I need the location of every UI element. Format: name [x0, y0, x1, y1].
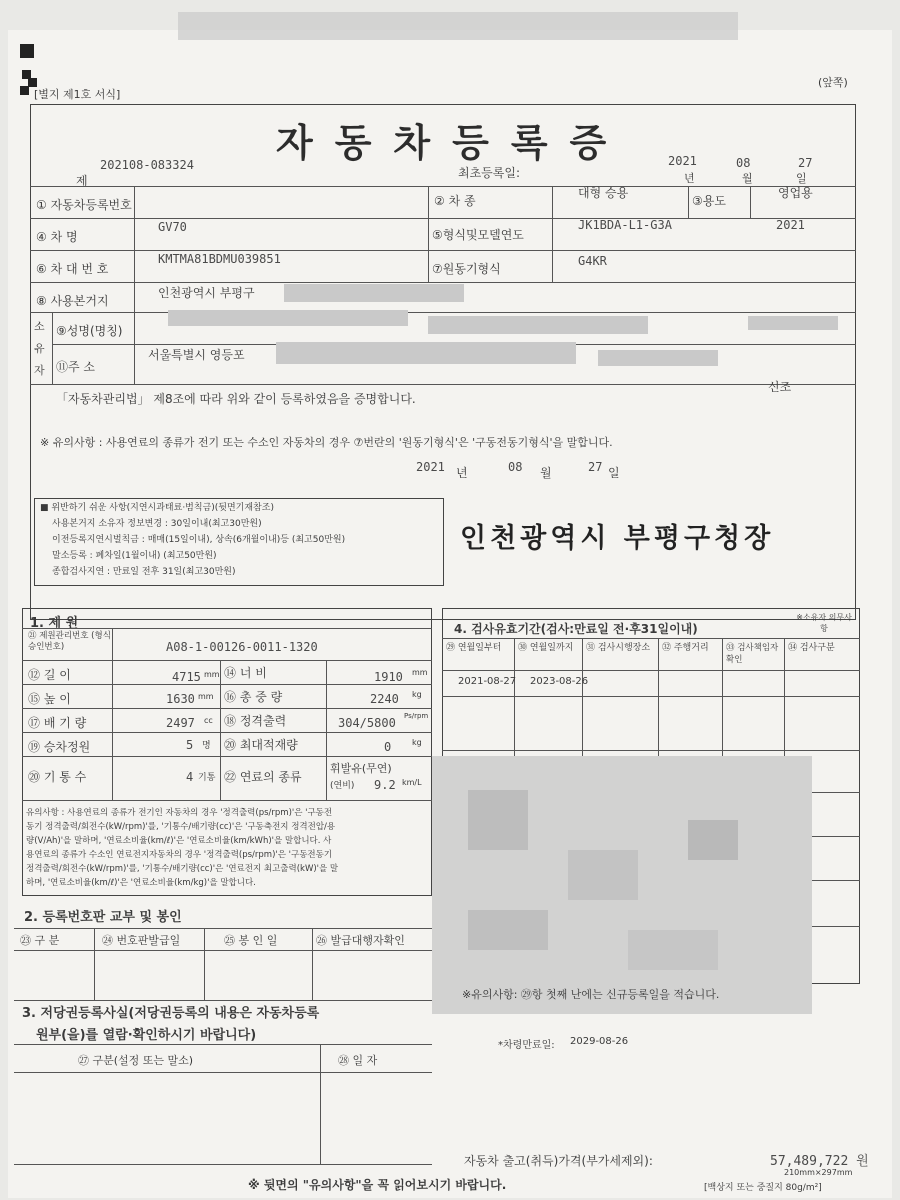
grid-line	[22, 800, 432, 801]
name-value: GV70	[158, 220, 187, 234]
spec-weight-unit: kg	[412, 690, 422, 699]
spec-length-value: 4715	[172, 670, 201, 684]
plate-col-agent: ㉖ 발급대행자확인	[316, 934, 405, 947]
corner-mark	[20, 44, 34, 58]
grid-line	[30, 312, 856, 313]
spec-cyl-label: ⑳ 기 통 수	[28, 770, 87, 784]
penalty-line: 사용본거지 소유자 정보변경 : 30일이내(최고30만원)	[52, 519, 262, 529]
document-title: 자동차등록증	[276, 120, 629, 165]
spec-height-unit: mm	[198, 692, 214, 701]
redacted-block	[628, 930, 718, 970]
grid-line	[204, 928, 205, 1000]
issue-day-unit: 일	[608, 466, 620, 480]
spec-displacement-unit: cc	[204, 716, 213, 725]
spec-length-label: ⑫ 길 이	[28, 668, 71, 682]
owner-name-label: ⑨성명(명칭)	[56, 324, 123, 338]
engine-value: G4KR	[578, 254, 607, 268]
inspection-col-from: ㉙ 연월일부터	[446, 643, 502, 653]
vin-label: ⑥ 차 대 번 호	[36, 262, 109, 276]
specs-notice-line: 정격출력/회전수(kW/rpm)'를, '기통수/배기량(cc)'은 '연료전지 최고출력(kW)'을 말	[26, 864, 339, 874]
doc-no-value: 202108-083324	[100, 158, 194, 172]
grid-line	[30, 250, 856, 251]
inspection-row1-from: 2021-08-27	[458, 676, 517, 687]
issue-month-unit: 월	[540, 466, 552, 480]
reg-no-label: ① 자동차등록번호	[36, 198, 132, 212]
issue-month: 08	[508, 460, 523, 474]
penalty-list	[40, 500, 345, 580]
spec-height-label: ⑮ 높 이	[28, 692, 71, 706]
mortgage-title-2: 원부(을)를 열람·확인하시기 바랍니다)	[36, 1028, 257, 1043]
grid-line	[30, 218, 856, 219]
redacted-owner-addr	[276, 342, 576, 364]
price-value: 57,489,722 원	[770, 1154, 869, 1169]
spec-fuel-eff-value: 9.2	[374, 778, 396, 792]
base-value: 인천광역시 부평구	[158, 286, 255, 300]
side-label: (앞쪽)	[818, 76, 848, 89]
spec-seats-value: 5	[186, 738, 194, 752]
redacted-top	[178, 12, 738, 40]
plate-col-seal-date: ㉕ 봉 인 일	[224, 934, 278, 947]
spec-load-value: 0	[384, 740, 392, 754]
grid-line	[220, 660, 221, 800]
scrap-date-value: 2029-08-26	[570, 1036, 629, 1047]
redacted-base	[284, 284, 464, 302]
grid-line	[552, 186, 553, 282]
spec-cyl-value: 4	[186, 770, 194, 784]
spec-width-unit: mm	[412, 668, 428, 677]
spec-weight-value: 2240	[370, 692, 399, 706]
owner-side-label: 소유자	[34, 320, 45, 377]
paper-size: 210mm×297mm	[784, 1168, 853, 1177]
first-reg-label: 최초등록일:	[458, 166, 521, 180]
grid-line	[94, 928, 95, 1000]
first-reg-day: 27	[798, 156, 813, 170]
type-label: ② 차 종	[434, 194, 476, 208]
grid-line	[326, 660, 327, 800]
mortgage-title-1: 3. 저당권등록사실(저당권등록의 내용은 자동차등록	[22, 1006, 320, 1021]
inspection-col-inspector: ㉝ 검사책임자확인	[726, 643, 779, 665]
inspection-notice: ※유의사항: ㉙항 첫째 난에는 신규등록일을 적습니다.	[462, 988, 720, 1001]
grid-line	[442, 696, 860, 697]
base-label: ⑧ 사용본거지	[36, 294, 109, 308]
grid-line	[14, 950, 432, 951]
specs-notice-line: 동기 정격출력/회전수(kW/rpm)'를, '기통수/배기량(cc)'은 '구동축전지 정격전압/용	[26, 822, 336, 832]
spec-power-label: ⑱ 정격출력	[224, 714, 287, 728]
grid-line	[112, 628, 113, 800]
owner-addr-label: ⑪주 소	[56, 360, 95, 374]
spec-displacement-label: ⑰ 배 기 량	[28, 716, 87, 730]
specs-notice	[26, 806, 338, 890]
spec-fuel-label: ㉒ 연료의 종류	[224, 770, 302, 784]
mortgage-col-type: ㉗ 구분(설정 또는 말소)	[78, 1054, 194, 1067]
corner-mark	[20, 86, 29, 95]
spec-length-unit: mm	[204, 670, 220, 679]
spec-weight-label: ⑯ 총 중 량	[224, 690, 283, 704]
grid-line	[688, 186, 689, 218]
first-reg-day-unit: 일	[796, 172, 807, 185]
grid-line	[320, 1044, 321, 1164]
grid-line	[22, 628, 432, 629]
vin-value: KMTMA81BDMU039851	[158, 252, 281, 266]
use-value: 영업용	[778, 186, 813, 200]
spec-power-value: 304/5800	[338, 716, 396, 730]
grid-line	[428, 186, 429, 282]
grid-line	[14, 1000, 432, 1001]
certify-notice: ※ 유의사항 : 사용연료의 종류가 전기 또는 수소인 자동차의 경우 ⑦번란의 '원동기형식'은 '구동전동기형식'을 말합니다.	[40, 436, 613, 449]
inspection-col-place: ㉛ 검사시행장소	[586, 643, 651, 653]
grid-line	[312, 928, 313, 1000]
first-reg-month: 08	[736, 156, 751, 170]
doc-no-label: 제	[76, 174, 88, 188]
grid-line	[750, 186, 751, 218]
certify-law-text: 「자동차관리법」 제8조에 따라 위와 같이 등록하였음을 증명합니다.	[56, 392, 416, 406]
price-label: 자동차 출고(취득)가격(부가세제외):	[464, 1154, 653, 1168]
inspection-col-mileage: ㉜ 주행거리	[662, 643, 709, 653]
first-reg-month-unit: 월	[742, 172, 753, 185]
type-value: 대형 승용	[578, 186, 629, 200]
approval-label: ㉑ 제원관리번호 (형식승인번호)	[28, 631, 111, 652]
spec-fuel-eff-unit: km/L	[402, 778, 422, 787]
approval-value: A08-1-00126-0011-1320	[166, 640, 318, 654]
inspection-col-kind: ㉞ 검사구분	[788, 643, 835, 653]
spec-fuel-value: 휘발유(무연)	[330, 762, 392, 775]
grid-line	[30, 282, 856, 283]
specs-notice-line: 량(V/Ah)'을 말하며, '연료소비율(km/ℓ)'은 '연료소비율(km/kWh)'을 말합니다. 사	[26, 836, 332, 846]
redacted-owner-extra	[748, 316, 838, 330]
redacted-block	[468, 910, 548, 950]
spec-seats-unit: 명	[202, 741, 211, 751]
grid-line	[14, 1072, 432, 1073]
spec-width-label: ⑭ 너 비	[224, 666, 267, 680]
spec-height-value: 1630	[166, 692, 195, 706]
redacted-block	[468, 790, 528, 850]
inspection-title: 4. 검사유효기간(검사:만료일 전·후31일이내)	[454, 622, 698, 636]
grid-line	[14, 1044, 432, 1045]
engine-label: ⑦원동기형식	[432, 262, 501, 276]
issue-day: 27	[588, 460, 603, 474]
footer-notice: ※ 뒷면의 "유의사항"을 꼭 읽어보시기 바랍니다.	[248, 1178, 507, 1192]
grid-line	[22, 708, 432, 709]
name-label: ④ 차 명	[36, 230, 78, 244]
model-value: JK1BDA-L1-G3A	[578, 218, 672, 232]
grid-line	[442, 638, 860, 639]
registration-certificate-sheet	[8, 30, 892, 1198]
specs-title: 1. 제 원	[30, 616, 79, 631]
model-label: ⑤형식및모델연도	[432, 228, 524, 242]
redacted-owner-id	[428, 316, 648, 334]
paper-stock: [백상지 또는 중질지 80g/m²]	[704, 1183, 822, 1193]
applicant-label: 신조	[768, 380, 792, 394]
spec-load-unit: kg	[412, 738, 422, 747]
spec-fuel-eff-label: (연비)	[330, 781, 355, 791]
inspection-col-to: ㉚ 연월일까지	[518, 643, 574, 653]
redacted-block	[688, 820, 738, 860]
first-reg-year: 2021	[668, 154, 697, 168]
redacted-block	[568, 850, 638, 900]
grid-line	[22, 684, 432, 685]
issue-year: 2021	[416, 460, 445, 474]
spec-load-label: ⑳ 최대적재량	[224, 738, 298, 752]
grid-line	[22, 732, 432, 733]
plate-col-issue-date: ㉔ 번호판발급일	[102, 934, 181, 947]
penalty-line: 종합검사지연 : 만료일 전후 31일(최고30만원)	[52, 567, 236, 577]
grid-line	[30, 186, 856, 187]
model-year: 2021	[776, 218, 805, 232]
penalty-line: ■ 위반하기 쉬운 사항(지연시과태료·범칙금)(뒷면기재참조)	[40, 503, 274, 513]
specs-notice-line: 하며, '연료소비율(km/ℓ)'은 '연료소비율(km/kg)'을 말합니다.	[26, 878, 256, 888]
owner-addr-value: 서울특별시 영등포	[148, 348, 245, 362]
spec-seats-label: ⑲ 승차정원	[28, 740, 91, 754]
issuer-name: 인천광역시 부평구청장	[460, 523, 775, 554]
grid-line	[442, 750, 860, 751]
mortgage-col-date: ㉘ 일 자	[338, 1054, 378, 1067]
form-label: [별지 제1호 서식]	[34, 88, 121, 101]
grid-line	[14, 928, 432, 929]
scrap-date-label: *차령만료일:	[498, 1040, 555, 1051]
grid-line	[22, 660, 432, 661]
grid-line	[14, 1164, 432, 1165]
grid-line	[30, 384, 856, 385]
inspection-owner-duty: ※소유자 의무사항	[796, 613, 852, 633]
penalty-line: 말소등록 : 폐차일(1월이내) (최고50만원)	[52, 551, 217, 561]
spec-power-unit: Ps/rpm	[404, 712, 429, 720]
grid-line	[134, 186, 135, 384]
specs-notice-line: 유의사항 : 사용연료의 종류가 전기인 자동차의 경우 '정격출력(ps/rpm)'은 '구동전	[26, 808, 333, 818]
use-label: ③용도	[692, 194, 726, 208]
spec-cyl-unit: 기통	[198, 773, 216, 783]
issue-year-unit: 년	[456, 466, 468, 480]
grid-line	[442, 670, 860, 671]
redacted-owner-addr-2	[598, 350, 718, 366]
redacted-owner-name	[168, 310, 408, 326]
plate-col-type: ㉓ 구 분	[20, 934, 60, 947]
specs-notice-line: 용연료의 종류가 수소인 연료전지자동차의 경우 '정격출력(ps/rpm)'은 '구동전동기	[26, 850, 333, 860]
grid-line	[52, 312, 53, 384]
grid-line	[22, 756, 432, 757]
spec-displacement-value: 2497	[166, 716, 195, 730]
inspection-row1-to: 2023-08-26	[530, 676, 589, 687]
spec-width-value: 1910	[374, 670, 403, 684]
penalty-line: 이전등록지연시벌칙금 : 매매(15일이내), 상속(6개월이내)등 (최고50만원)	[52, 535, 346, 545]
plate-title: 2. 등록번호판 교부 및 봉인	[24, 910, 182, 925]
first-reg-year-unit: 년	[684, 172, 695, 185]
